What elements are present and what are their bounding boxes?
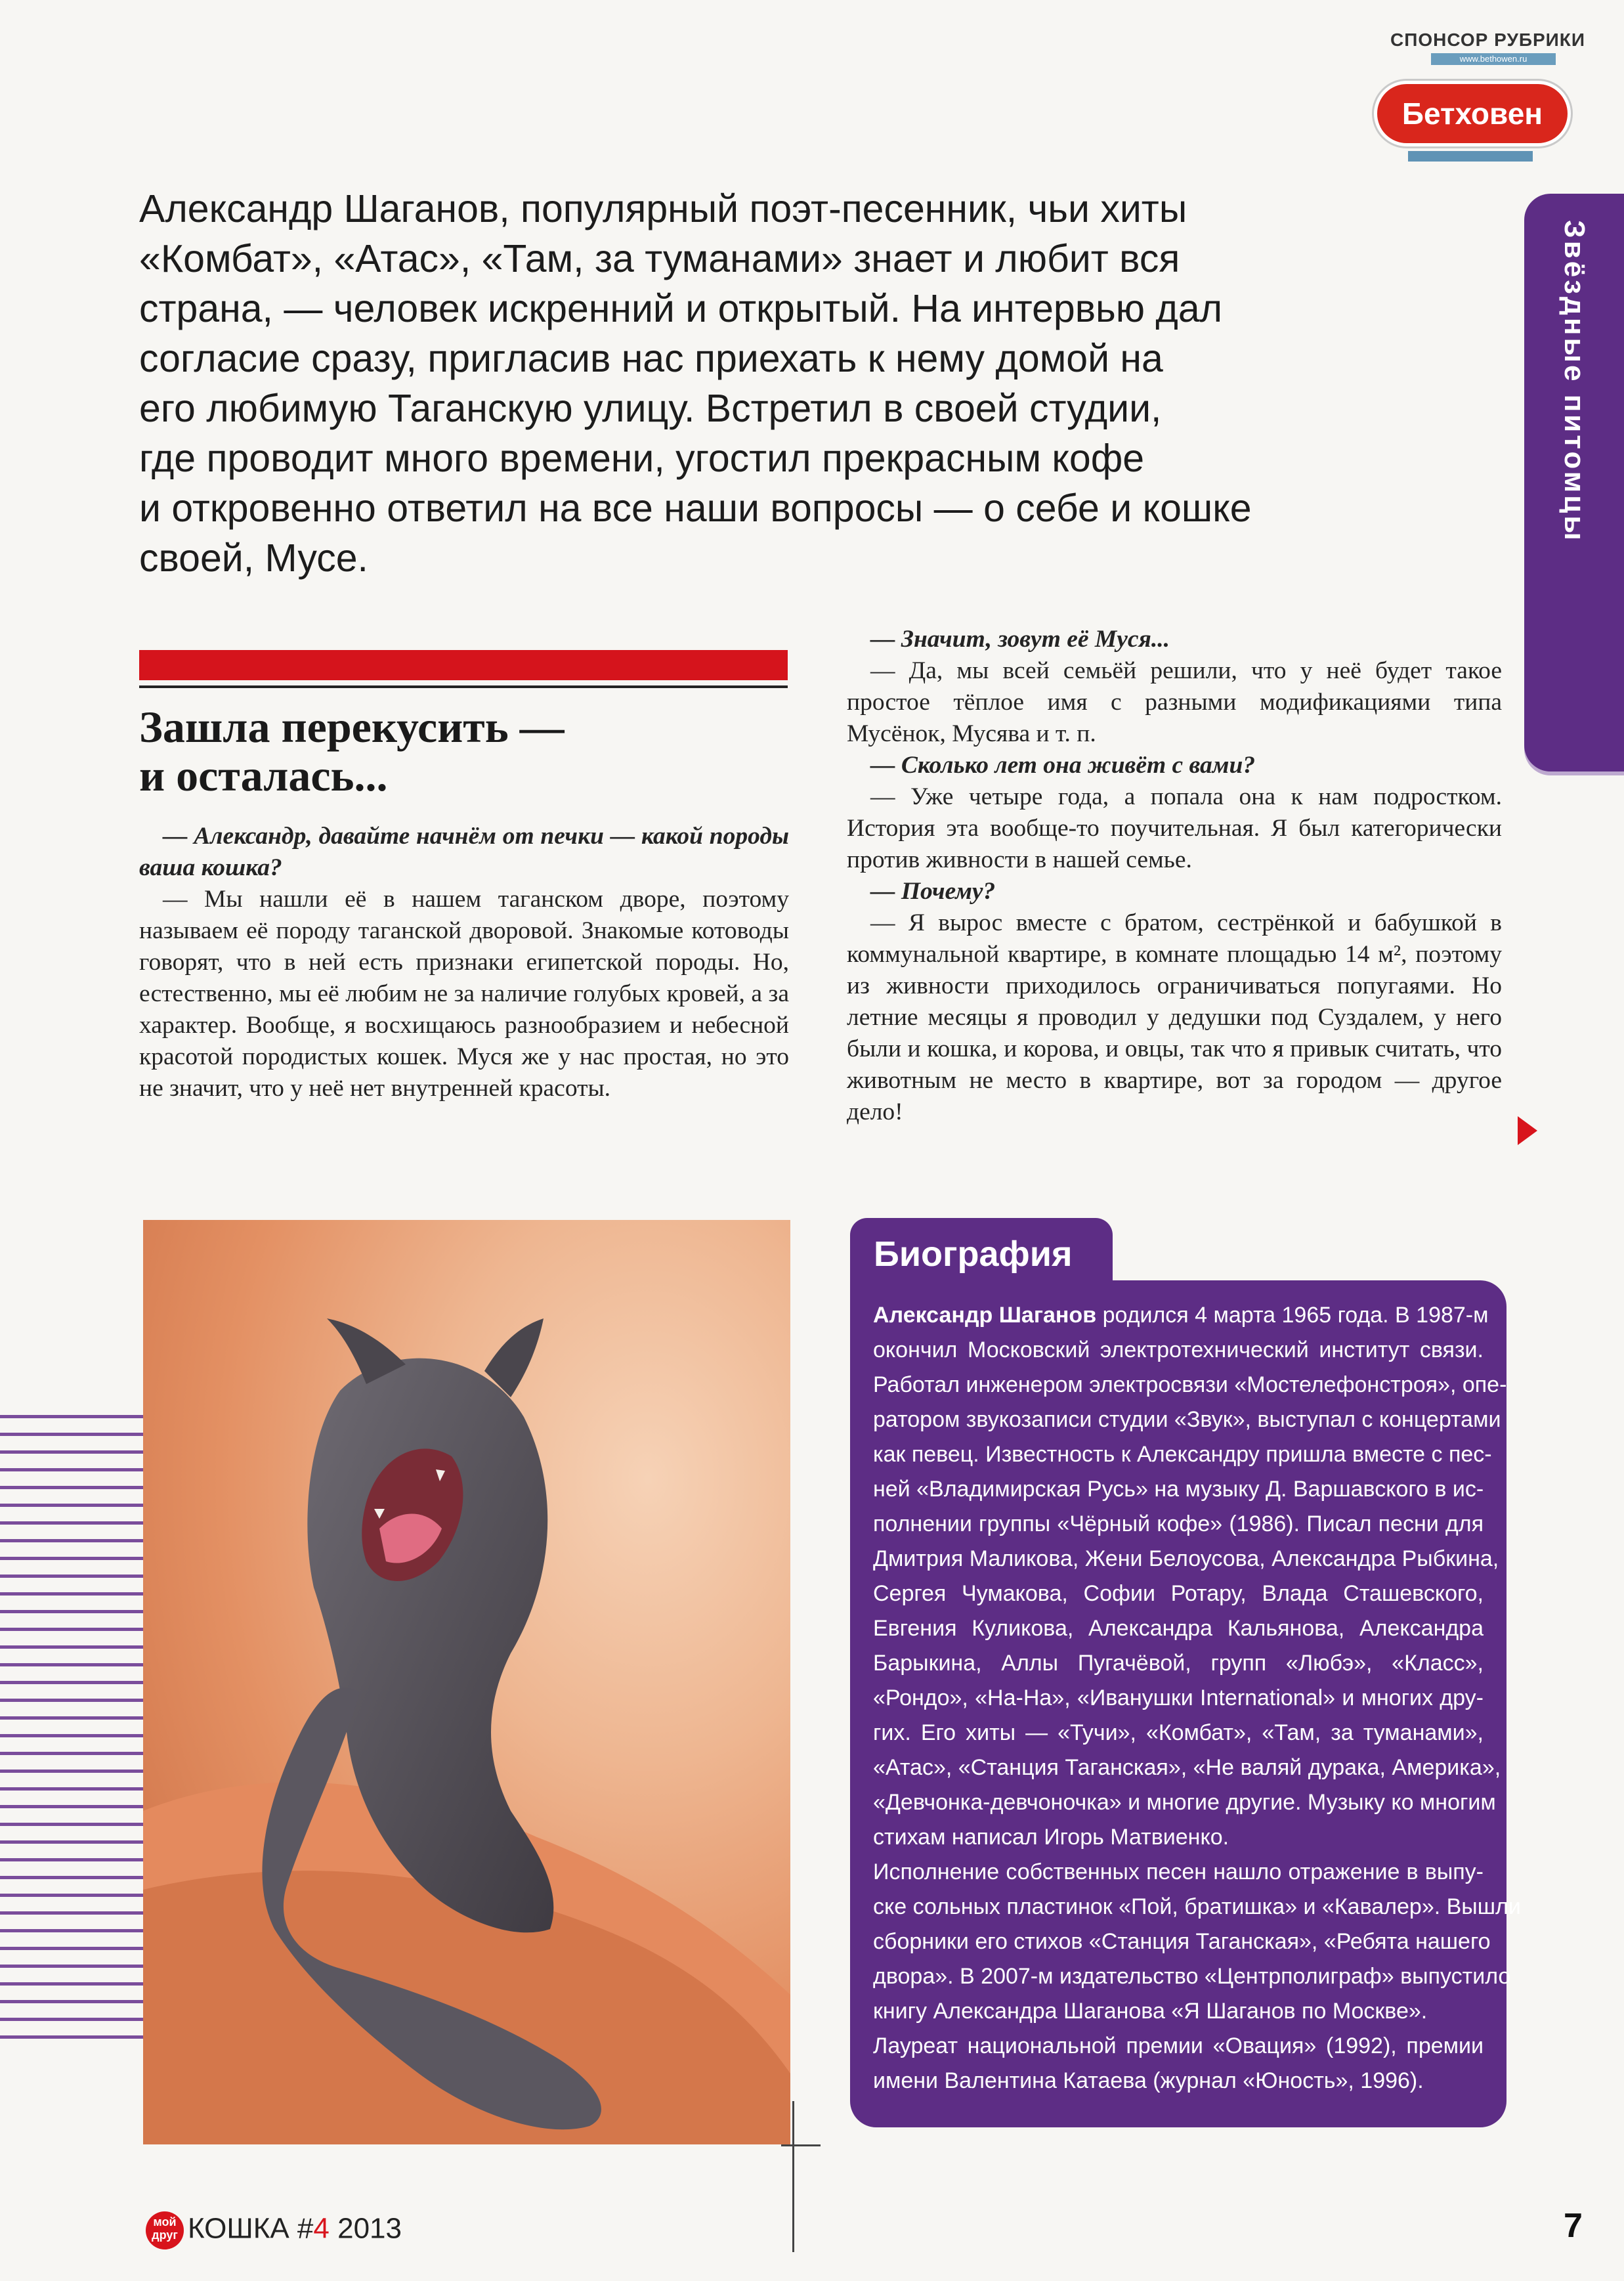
biography-line: Исполнение собственных песен нашло отражение в выпу- — [873, 1859, 1484, 1884]
biography-line: Сергея Чумакова, Софии Ротару, Влада Сташевского, — [873, 1581, 1484, 1606]
biography-name: Александр Шаганов — [873, 1303, 1097, 1328]
interview-right-column — [847, 624, 1502, 1128]
continue-arrow-icon — [1518, 1116, 1537, 1145]
section-heading — [139, 703, 796, 800]
crop-mark — [792, 2101, 794, 2252]
biography-line: как певец. Известность к Александру пришла вместе с пес- — [873, 1442, 1492, 1467]
page-number: 7 — [1564, 2207, 1583, 2245]
sponsor-brand: Бетховен — [1401, 97, 1543, 131]
biography-line: «Девчонка-девчоночка» и многие другие. Музыку ко многим — [873, 1790, 1496, 1815]
biography-line: Работал инженером электросвязи «Мостелефонстроя», опе- — [873, 1372, 1507, 1397]
intro-line: страна, — человек искренний и открытый. На интервью дал — [139, 287, 1223, 330]
biography-line: имени Валентина Катаева (журнал «Юность», 1996). — [873, 2068, 1424, 2093]
biography-line: Лауреат национальной премии «Овация» (1992), премии — [873, 2033, 1484, 2058]
biography-line: «Рондо», «На-На», «Иванушки International» и многих дру- — [873, 1685, 1484, 1710]
intro-line: согласие сразу, пригласив нас приехать к нему домой на — [139, 337, 1163, 380]
biography-text — [873, 1298, 1521, 2098]
biography-line: родился 4 марта 1965 года. В 1987-м — [1102, 1303, 1489, 1328]
biography-line: сборники его стихов «Станция Таганская», «Ребята нашего — [873, 1929, 1491, 1954]
sponsor-logo[interactable] — [1374, 81, 1571, 146]
biography-line: Барыкина, Аллы Пугачёвой, групп «Любэ», «Класс», — [873, 1651, 1484, 1676]
crop-mark — [781, 2144, 821, 2146]
biography-line: ней «Владимирская Русь» на музыку Д. Варшавского в ис- — [873, 1477, 1484, 1502]
section-label: Звёздные питомцы — [1558, 220, 1591, 543]
heading-line: и осталась... — [139, 750, 388, 800]
biography-line: «Атас», «Станция Таганская», «Не валяй дурака, Америка», — [873, 1755, 1501, 1780]
intro-line: его любимую Таганскую улицу. Встретил в своей студии, — [139, 387, 1162, 430]
sponsor-block — [1362, 30, 1585, 148]
biography-title: Биография — [874, 1234, 1073, 1274]
interview-answer: — Да, мы всей семьёй решили, что у неё будет такое простое тёплое имя с разными модификациями типа Мусёнок, Мусява и т. п. — [847, 657, 1502, 747]
biography-tab — [850, 1218, 1113, 1290]
decorative-purple-lines — [0, 1415, 143, 2072]
sponsor-logo-ribbon — [1408, 151, 1533, 162]
sponsor-label: СПОНСОР РУБРИКИ — [1390, 30, 1585, 50]
biography-line: Дмитрия Маликова, Жени Белоусова, Александра Рыбкина, — [873, 1546, 1499, 1571]
intro-line: Александр Шаганов, популярный поэт-песенник, чьи хиты — [139, 187, 1187, 230]
interview-question: — Почему? — [870, 878, 996, 905]
intro-line: где проводит много времени, угостил прекрасным кофе — [139, 437, 1145, 480]
intro-line: «Комбат», «Атас», «Там, за туманами» знает и любит вся — [139, 237, 1180, 280]
biography-line: ратором звукозаписи студии «Звук», выступал с концертами — [873, 1407, 1501, 1432]
biography-line: гих. Его хиты — «Тучи», «Комбат», «Там, за туманами», — [873, 1720, 1484, 1745]
interview-question: — Александр, давайте начнём от печки — какой породы ваша кошка? — [139, 823, 789, 881]
interview-answer: — Мы нашли её в нашем таганском дворе, поэтому называем её породу таганской дворовой. Знакомые котоводы говорят, что в ней есть признаки египетской породы. Но, естественно, мы её любим не за наличие голубых кровей, а за характер. Вообще, я восхищаюсь разнообразием и небесной красотой породистых кошек. Муся же у нас простая, но это не значит, что у неё нет внутренней красоты. — [139, 886, 789, 1102]
biography-line: полнении группы «Чёрный кофе» (1986). Писал песни для — [873, 1511, 1484, 1536]
interview-question: — Сколько лет она живёт с вами? — [870, 752, 1256, 779]
magazine-name: КОШКА # — [188, 2212, 314, 2245]
logo-top-text: мой — [153, 2215, 177, 2228]
intro-line: своей, Мусе. — [139, 536, 368, 580]
magazine-logo — [146, 2211, 184, 2249]
sponsor-url[interactable]: www.bethowen.ru — [1431, 53, 1556, 65]
biography-line: двора». В 2007-м издательство «Центрполиграф» выпустило — [873, 1964, 1511, 1989]
biography-line: ске сольных пластинок «Пой, братишка» и «Кавалер». Вышли — [873, 1894, 1521, 1919]
heading-divider — [139, 685, 788, 688]
yawning-cat-illustration — [143, 1220, 790, 2144]
logo-bottom-text: друг — [152, 2228, 178, 2242]
section-side-tab — [1524, 194, 1624, 771]
biography-line: окончил Московский электротехнический институт связи. — [873, 1337, 1484, 1362]
issue-number: 4 — [313, 2212, 330, 2245]
biography-line: Евгения Куликова, Александра Кальянова, Александра — [873, 1616, 1484, 1641]
interview-answer: — Я вырос вместе с братом, сестрёнкой и бабушкой в коммунальной квартире, в комнате площадью 14 м², поэтому из живности приходилось ограничиваться попугаями. Но летние месяцы я проводил у дедушки под Суздалем, у него были и кошка, и корова, и овцы, так что я привык считать, что животным не место в квартире, вот за городом — другое дело! — [847, 909, 1502, 1125]
interview-left-column — [139, 821, 789, 1104]
cat-photo — [143, 1220, 790, 2144]
biography-line: книгу Александра Шаганова «Я Шаганов по Москве». — [873, 1999, 1428, 2024]
issue-year: 2013 — [337, 2212, 402, 2245]
page-footer — [146, 2211, 402, 2251]
intro-paragraph — [139, 184, 1485, 583]
interview-question: — Значит, зовут её Муся... — [870, 626, 1170, 653]
heading-line: Зашла перекусить — — [139, 702, 565, 752]
intro-line: и откровенно ответил на все наши вопросы — о себе и кошке — [139, 487, 1252, 530]
heading-red-bar — [139, 650, 788, 680]
interview-answer: — Уже четыре года, а попала она к нам подростком. История эта вообще-то поучительная. Я был категорически против живности в нашей семье. — [847, 783, 1502, 873]
biography-line: стихам написал Игорь Матвиенко. — [873, 1825, 1229, 1850]
